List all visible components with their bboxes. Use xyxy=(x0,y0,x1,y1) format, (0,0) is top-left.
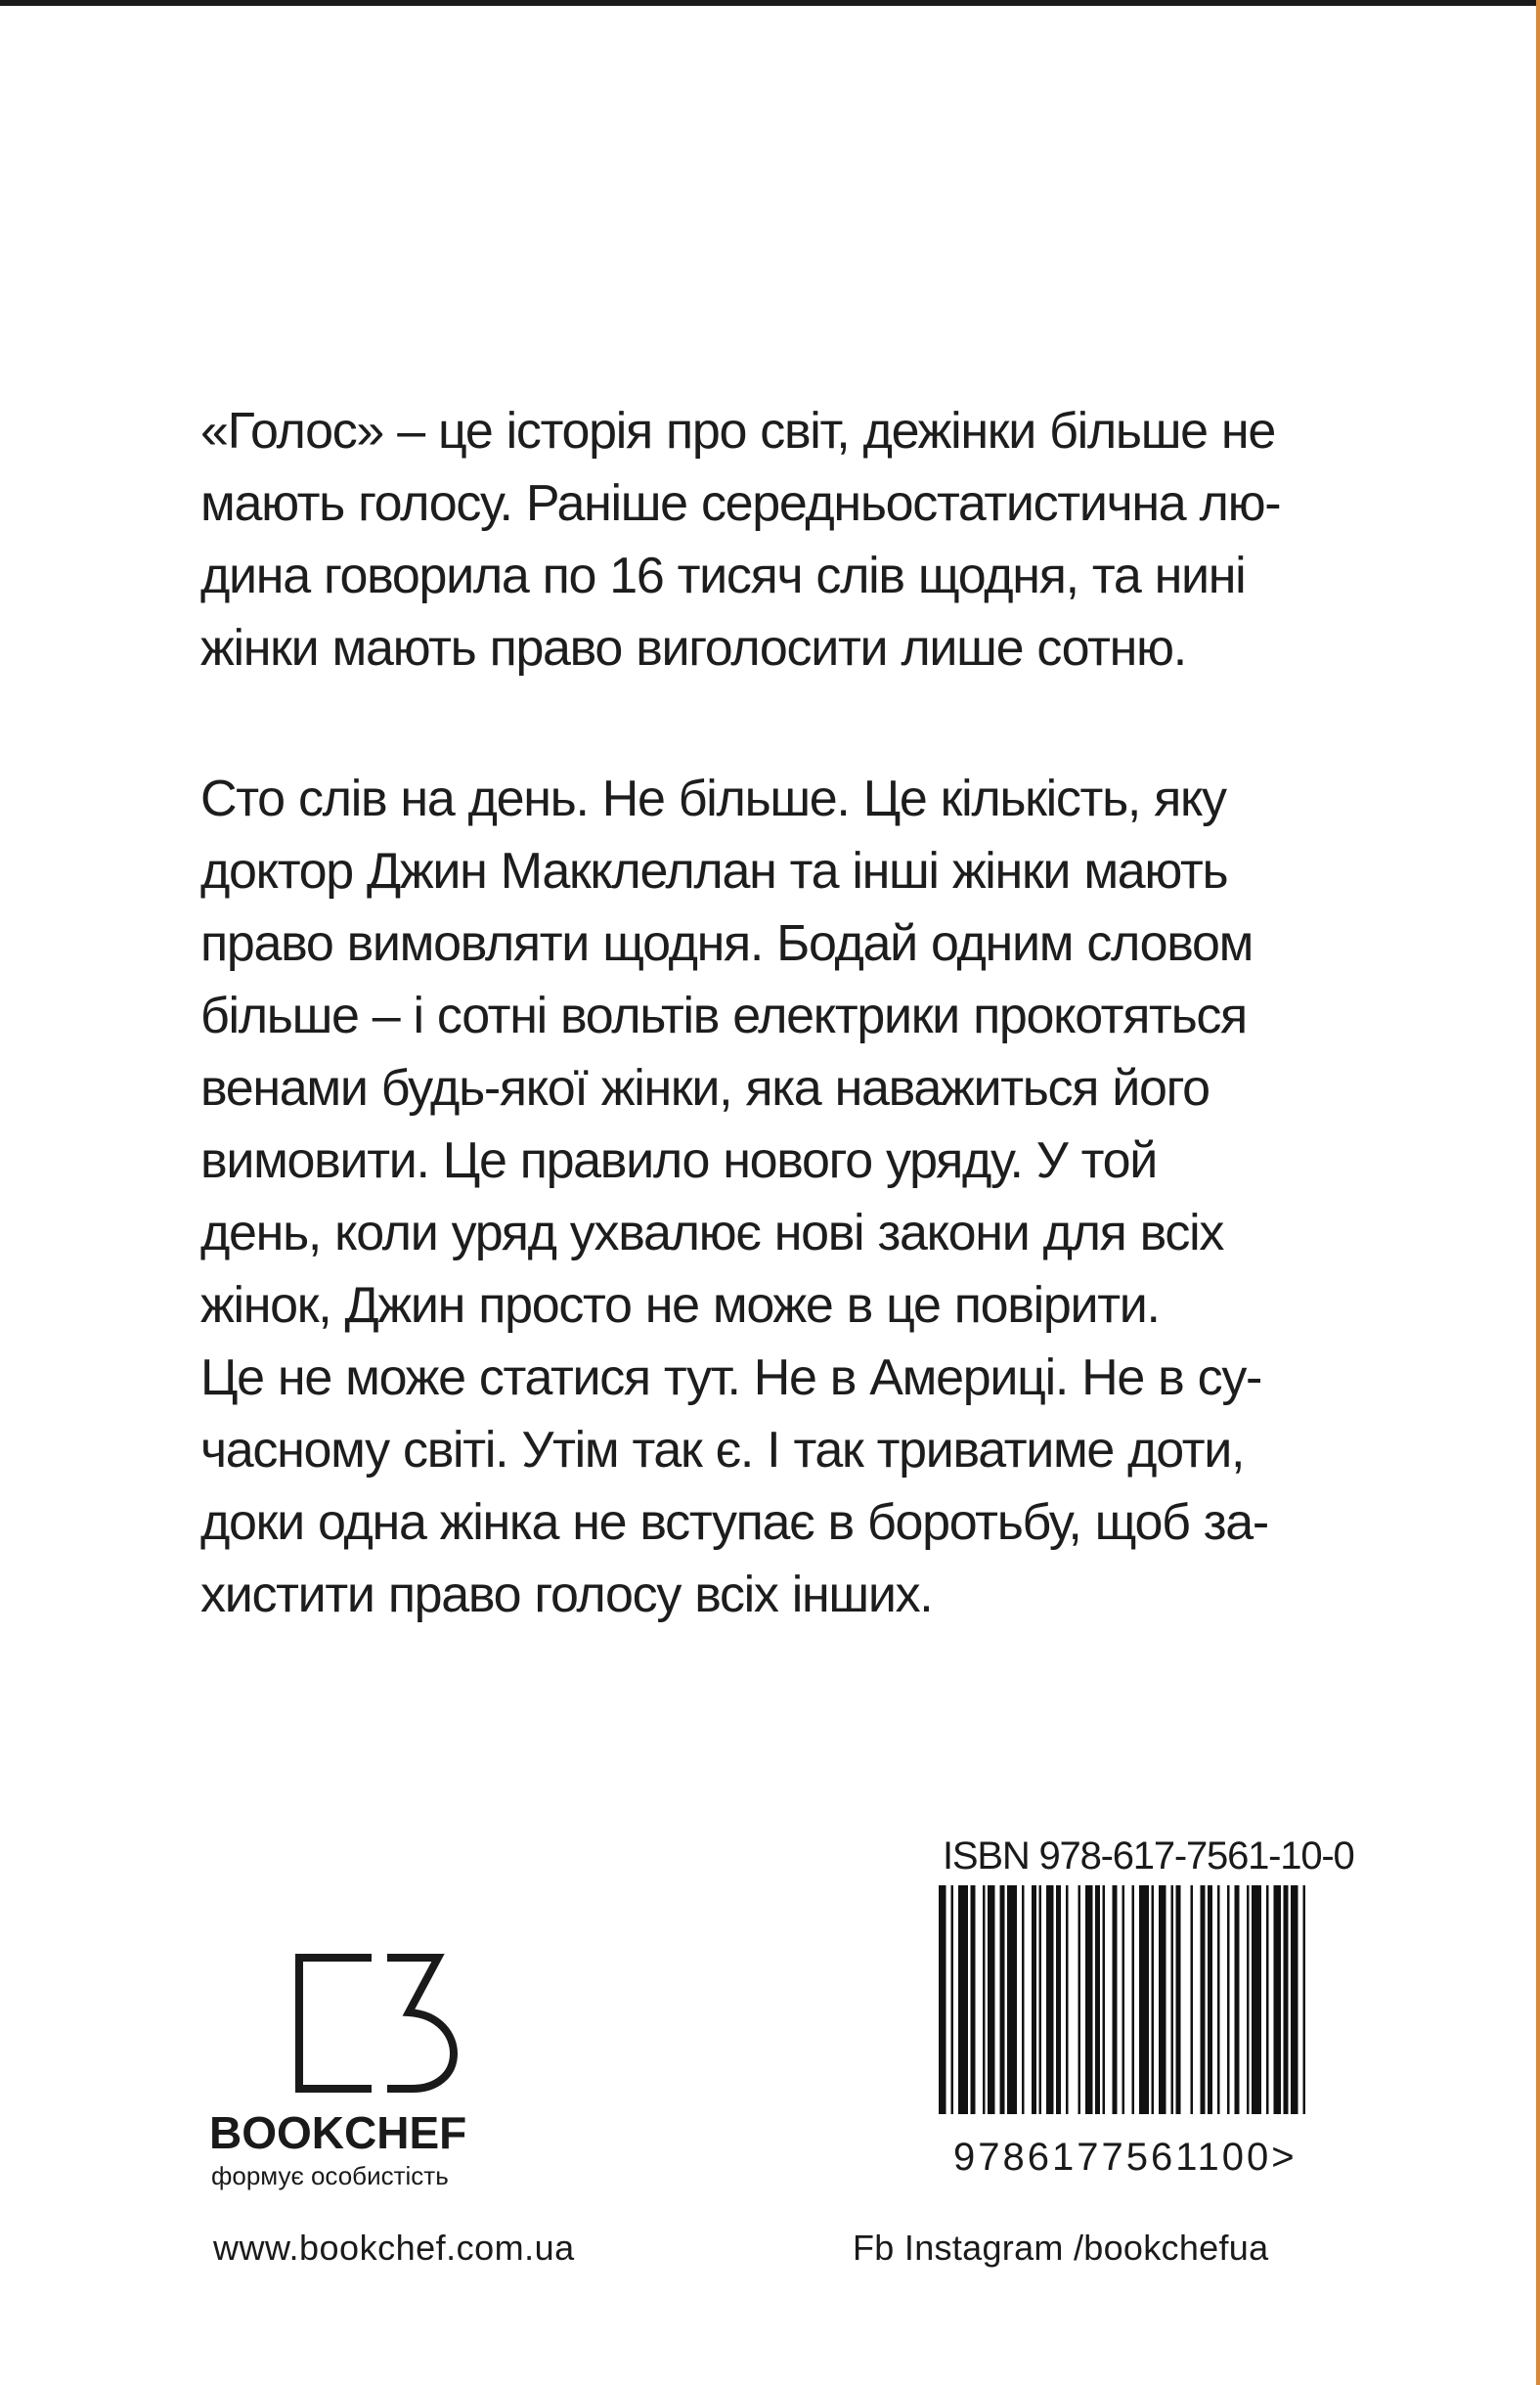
barcode-bar xyxy=(1303,1885,1306,2114)
top-border xyxy=(0,0,1540,6)
barcode-bar xyxy=(1139,1885,1149,2114)
text-line: право вимовляти щодня. Бодай одним словом xyxy=(200,915,1254,972)
barcode-bar xyxy=(1159,1885,1166,2114)
isbn-label: ISBN 978-617-7561-10-0 xyxy=(943,1834,1354,1877)
barcode-bar xyxy=(1007,1885,1017,2114)
barcode-graphic xyxy=(939,1885,1310,2114)
bookchef-logo-icon xyxy=(293,1952,460,2095)
description-paragraph-2 xyxy=(200,763,1278,1631)
barcode-digits: 9786177561100> xyxy=(953,2136,1298,2179)
barcode-bar xyxy=(1252,1885,1261,2114)
barcode-bar xyxy=(971,1885,976,2114)
social-links[interactable]: Fb Instagram /bookchefua xyxy=(853,2228,1269,2268)
barcode-bar xyxy=(1291,1885,1298,2114)
barcode-bar xyxy=(1095,1885,1100,2114)
barcode-bar xyxy=(1085,1885,1093,2114)
barcode-bar xyxy=(1176,1885,1181,2114)
barcode-bar xyxy=(1284,1885,1289,2114)
barcode-bar xyxy=(1208,1885,1212,2114)
description-paragraph-1 xyxy=(200,395,1281,685)
barcode-bar xyxy=(983,1885,986,2114)
barcode-bar xyxy=(1152,1885,1155,2114)
text-line: венами будь-якої жінки, яка наважиться його xyxy=(200,1060,1210,1117)
text-line: Сто слів на день. Не більше. Це кількість, яку xyxy=(200,771,1226,827)
barcode-bar xyxy=(1247,1885,1250,2114)
text-line: день, коли уряд ухвалює нові закони для всіх xyxy=(200,1205,1224,1261)
barcode-bar xyxy=(951,1885,954,2114)
barcode-bar xyxy=(1066,1885,1069,2114)
text-line: «Голос» – це історія про світ, дежінки більше не xyxy=(200,403,1275,460)
text-line: мають голосу. Раніше середньостатистична лю- xyxy=(200,475,1281,532)
barcode-bar xyxy=(1201,1885,1206,2114)
barcode-bar xyxy=(1122,1885,1125,2114)
barcode-bar xyxy=(1022,1885,1025,2114)
barcode-bar xyxy=(958,1885,968,2114)
barcode-bar xyxy=(1032,1885,1036,2114)
barcode-bar xyxy=(1039,1885,1042,2114)
text-line: жінок, Джин просто не може в це повірити. xyxy=(200,1277,1160,1334)
barcode-bar xyxy=(1217,1885,1220,2114)
barcode-bar xyxy=(1103,1885,1106,2114)
barcode-bar xyxy=(1000,1885,1005,2114)
barcode-bar xyxy=(1056,1885,1061,2114)
publisher-name: BOOKCHEF xyxy=(209,2107,467,2158)
text-line: жінки мають право виголосити лише сотню. xyxy=(200,620,1186,677)
text-line: часному світі. Утім так є. І так триватиме доти, xyxy=(200,1422,1245,1479)
barcode-bar xyxy=(939,1885,946,2114)
barcode-bar xyxy=(1235,1885,1240,2114)
right-border xyxy=(1536,0,1540,2385)
text-line: доки одна жінка не вступає в боротьбу, щоб за- xyxy=(200,1494,1268,1551)
text-line: дина говорила по 16 тисяч слів щодня, та нині xyxy=(200,548,1246,604)
text-line: більше – і сотні вольтів електрики прокотяться xyxy=(200,988,1247,1044)
website-link[interactable]: www.bookchef.com.ua xyxy=(213,2228,575,2268)
barcode-bar xyxy=(1266,1885,1269,2114)
barcode-bar xyxy=(1046,1885,1054,2114)
text-line: хистити право голосу всіх інших. xyxy=(200,1567,933,1623)
barcode-bar xyxy=(1132,1885,1135,2114)
text-line: доктор Джин Макклеллан та інші жінки мають xyxy=(200,843,1228,900)
publisher-tagline: формує особистість xyxy=(211,2161,449,2190)
text-line: Це не може статися тут. Не в Америці. Не в су- xyxy=(200,1349,1262,1406)
barcode-bar xyxy=(1227,1885,1230,2114)
barcode-bar xyxy=(1113,1885,1118,2114)
text-line: вимовити. Це правило нового уряду. У той xyxy=(200,1132,1157,1189)
barcode-bar xyxy=(988,1885,995,2114)
barcode-bar xyxy=(1171,1885,1174,2114)
barcode-bar xyxy=(1191,1885,1194,2114)
barcode-bar xyxy=(1078,1885,1081,2114)
barcode-bar xyxy=(1274,1885,1282,2114)
